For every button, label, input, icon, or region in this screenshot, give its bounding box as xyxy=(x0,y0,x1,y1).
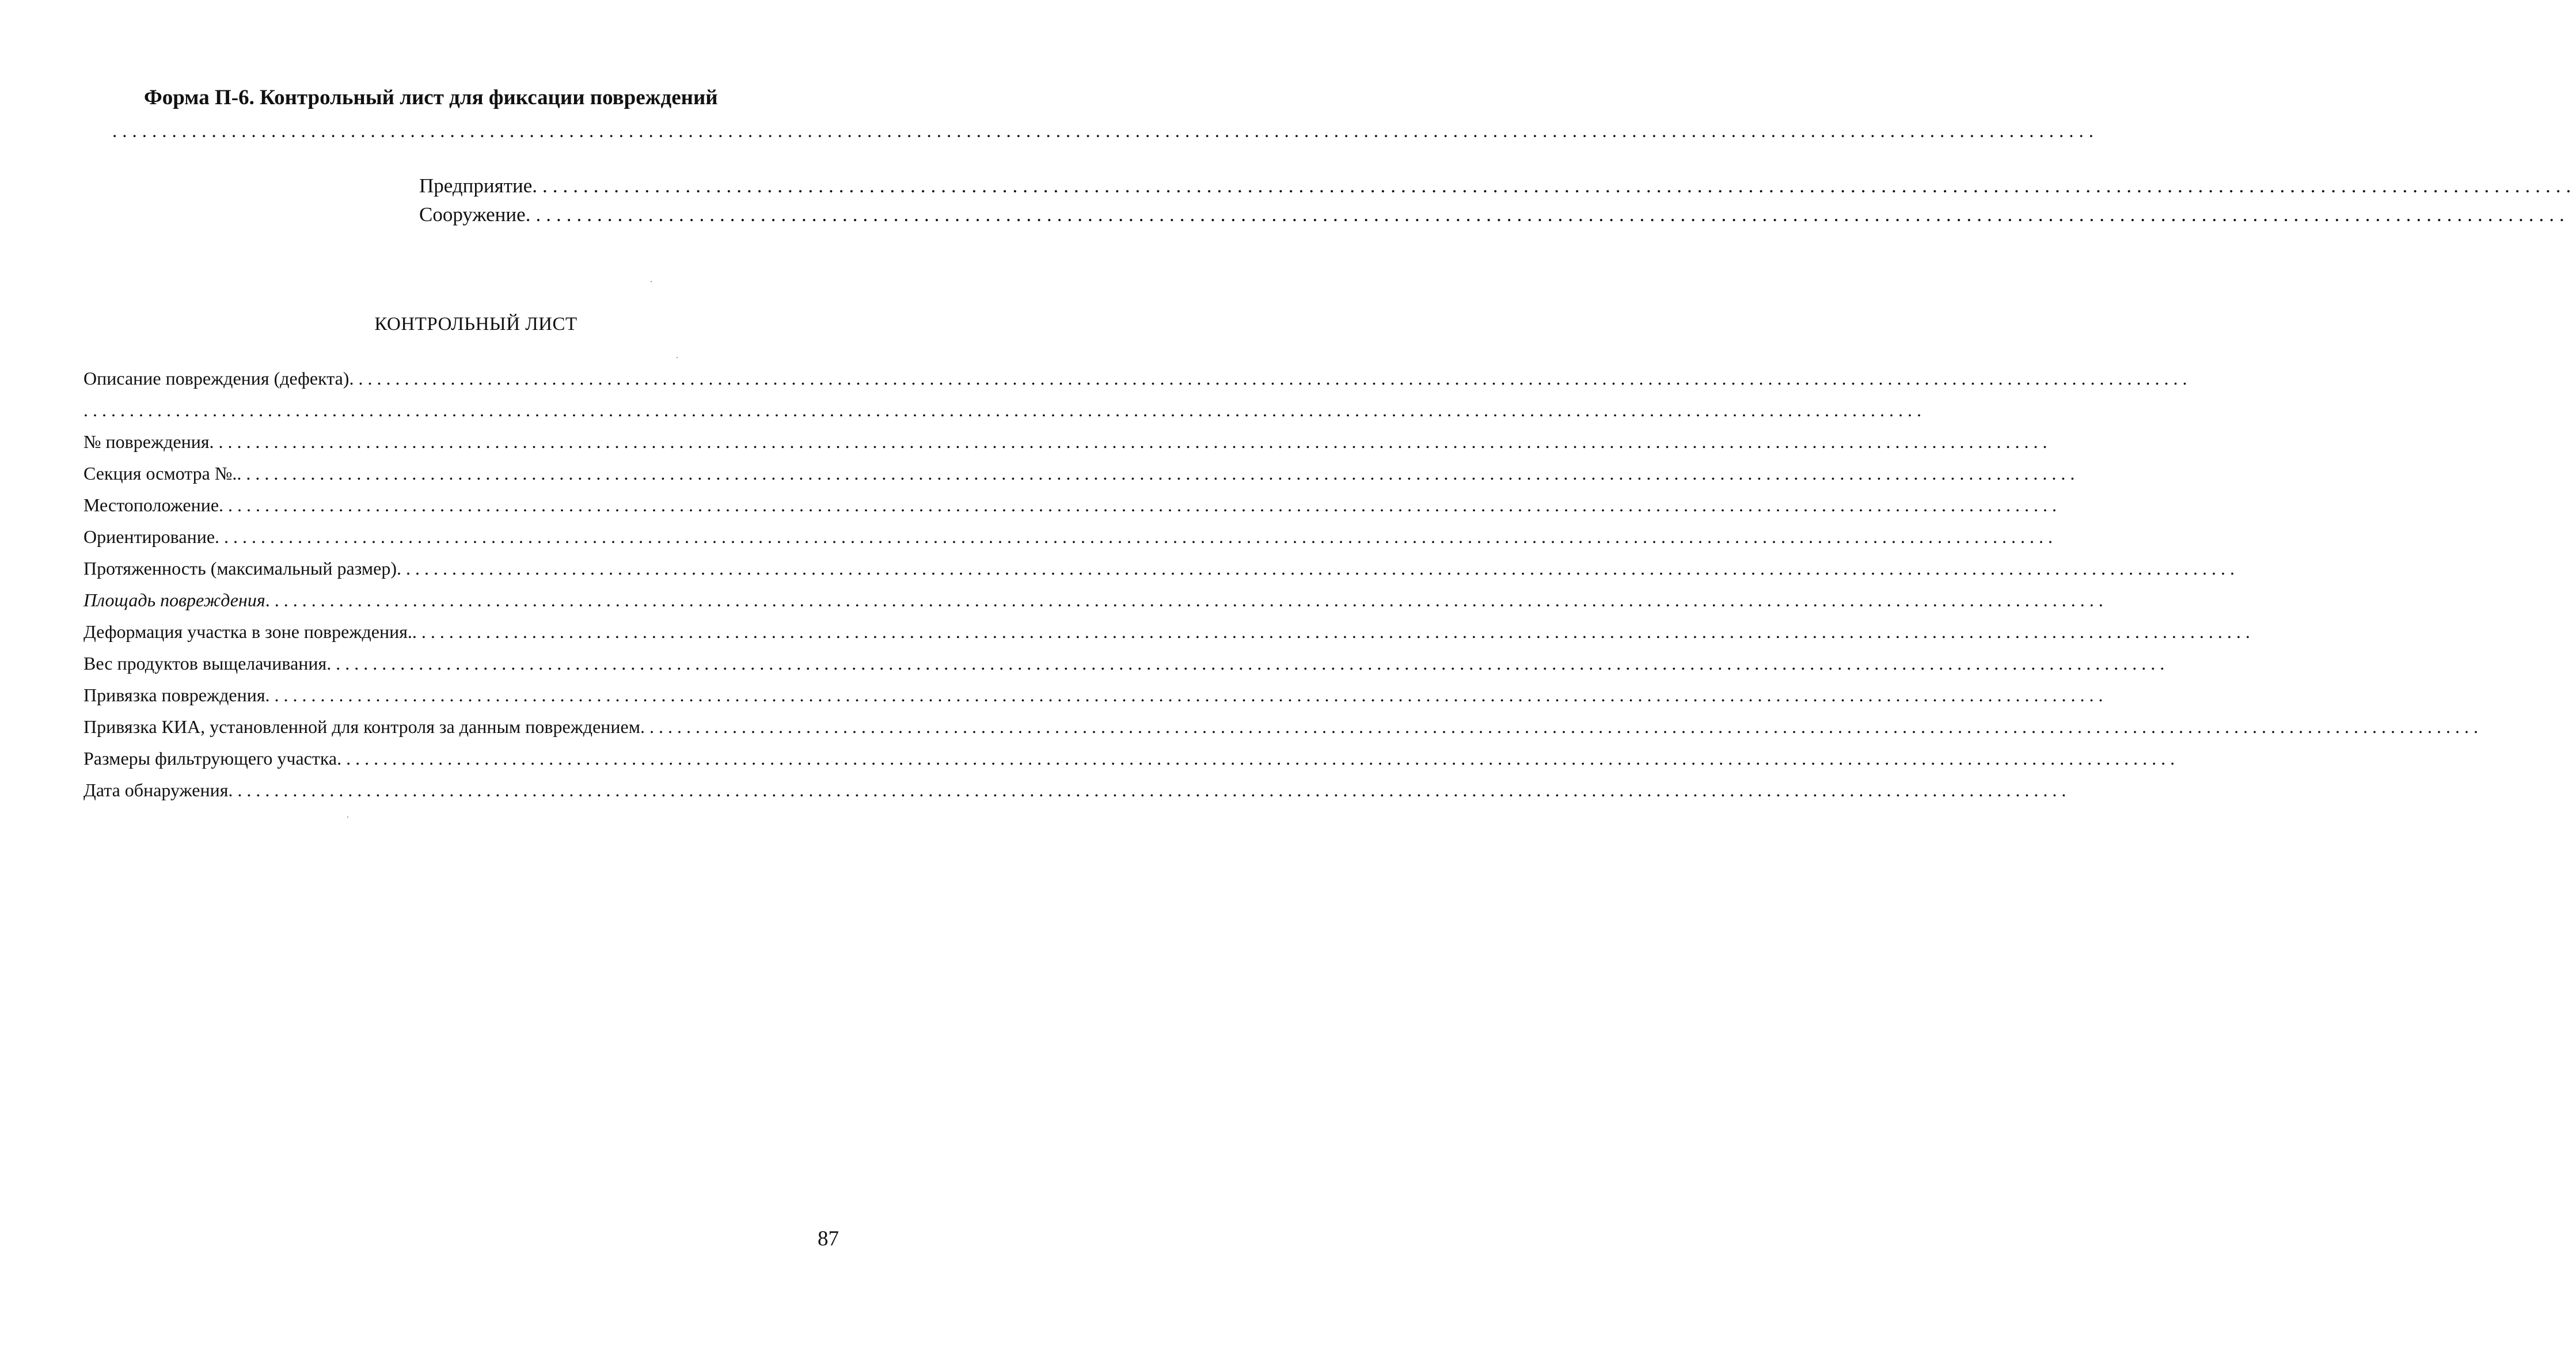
field-damage-reference xyxy=(83,679,2108,711)
field-blank: ........................................................................................................................................................................................................ xyxy=(396,558,2239,579)
field-blank: ........................................................................................................................................................................................................ xyxy=(326,653,2170,674)
structure-label: Сооружение xyxy=(419,203,526,226)
field-label: № повреждения xyxy=(83,431,210,452)
field-description xyxy=(83,363,2192,394)
field-kia-reference xyxy=(83,711,2483,743)
field-description-continuation xyxy=(83,394,1926,426)
field-label: Местоположение xyxy=(83,495,219,515)
field-blank: ........................................................................................................................................................................................................ xyxy=(215,526,2058,547)
field-damage-number xyxy=(83,426,2052,458)
field-label: Привязка повреждения xyxy=(83,685,265,705)
field-label: Размеры фильтрующего участка xyxy=(83,748,337,769)
field-detection-date xyxy=(83,774,2071,806)
field-label: Вес продуктов выщелачивания xyxy=(83,653,327,674)
field-label: Дата обнаружения xyxy=(83,780,229,800)
field-extent xyxy=(83,553,2239,584)
field-label: Привязка КИА, установленной для контроля за данным повреждением xyxy=(83,716,640,737)
field-blank: ........................................................................................................................................................................................................ xyxy=(349,368,2192,389)
field-label: Площадь повреждения xyxy=(83,590,265,610)
field-blank: ........................................................................................................................................................................................................ xyxy=(265,590,2108,610)
field-blank: ........................................................................................................................................................................................................ xyxy=(219,495,2062,515)
field-blank: ........................................................................................................................................................................................................ xyxy=(209,431,2052,452)
field-blank: ........................................................................................................................................................................................................ xyxy=(83,400,1926,420)
field-location xyxy=(83,489,2062,521)
field-label: Деформация участка в зоне повреждения. xyxy=(83,621,412,642)
field-label: Ориентирование xyxy=(83,526,215,547)
field-blank: ........................................................................................................................................................................................................ xyxy=(412,621,2255,642)
page-title: Форма П-6. Контрольный лист для фиксации повреждений xyxy=(144,86,718,109)
field-leaching-weight xyxy=(83,648,2170,679)
field-inspection-section xyxy=(83,458,2080,489)
field-damage-area xyxy=(83,584,2108,616)
field-deformation xyxy=(83,616,2255,648)
scan-speck xyxy=(651,281,652,282)
field-label: Секция осмотра №. xyxy=(83,463,237,484)
enterprise-line xyxy=(419,172,2576,200)
field-filter-area-size xyxy=(83,743,2180,774)
structure-blank: ........................................................................................................................................................................................................ xyxy=(525,203,2570,226)
field-blank: ........................................................................................................................................................................................................ xyxy=(237,463,2080,484)
page-number: 87 xyxy=(818,1227,839,1251)
field-blank: ........................................................................................................................................................................................................ xyxy=(228,780,2071,800)
structure-line xyxy=(419,200,2570,229)
sheet-heading: КОНТРОЛЬНЫЙ ЛИСТ xyxy=(374,314,577,335)
field-blank: ........................................................................................................................................................................................................ xyxy=(640,716,2483,737)
field-blank: ........................................................................................................................................................................................................ xyxy=(337,748,2180,769)
field-blank: ........................................................................................................................................................................................................ xyxy=(265,685,2108,705)
checklist-fields xyxy=(83,363,2483,806)
enterprise-blank: ........................................................................................................................................................................................................ xyxy=(532,174,2576,197)
organization-block xyxy=(419,172,2576,229)
scan-speck xyxy=(347,816,348,818)
field-label: Описание повреждения (дефекта) xyxy=(83,368,349,389)
enterprise-label: Предприятие xyxy=(419,174,533,197)
title-dotted-line: ........................................................................................................................................................................................................ xyxy=(112,121,2099,142)
field-label: Протяженность (максимальный размер) xyxy=(83,558,397,579)
scan-speck xyxy=(677,357,678,358)
field-orientation xyxy=(83,521,2058,553)
